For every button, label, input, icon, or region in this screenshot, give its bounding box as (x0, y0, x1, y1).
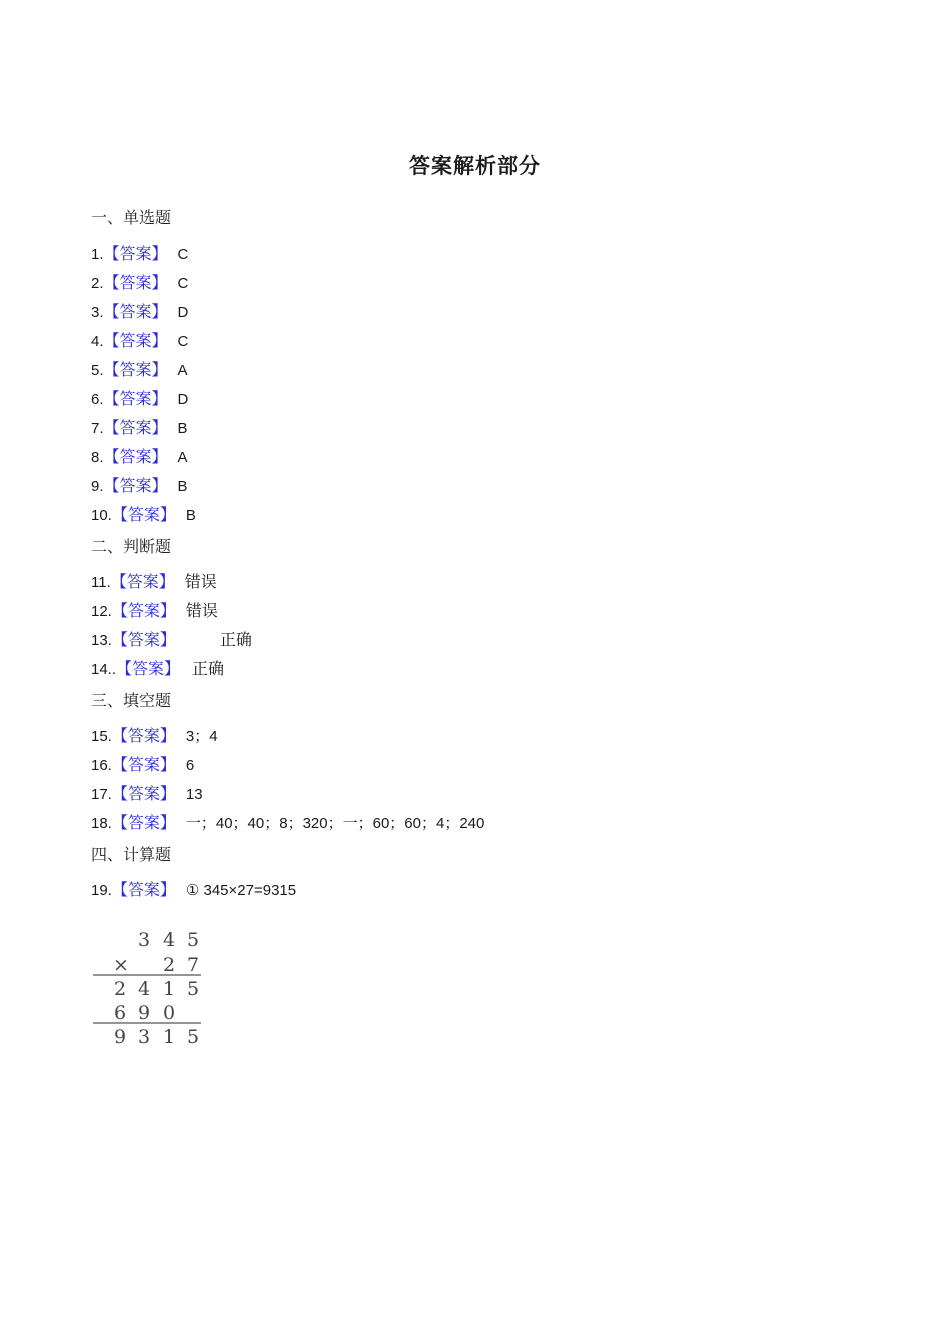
answer-tag: 【答案】 (103, 389, 168, 408)
answer-line (91, 359, 188, 381)
answer-value: 正确 (219, 630, 252, 649)
question-number: 2. (91, 275, 104, 292)
calc-digit: 9 (113, 1026, 127, 1048)
vertical-multiplication-figure (93, 926, 203, 1050)
question-number: 15. (91, 728, 112, 745)
question-number: 3. (91, 304, 104, 321)
calc-digit: 2 (162, 954, 176, 976)
answer-tag: 【答案】 (110, 572, 175, 591)
calc-digit: 1 (162, 1026, 176, 1048)
answer-tag: 【答案】 (103, 331, 168, 350)
answer-line (91, 475, 188, 497)
question-number: 12. (91, 603, 112, 620)
question-number: 10. (91, 507, 112, 524)
answer-value: 13 (185, 786, 203, 803)
answer-line (91, 417, 188, 439)
calc-digit: 0 (162, 1002, 176, 1024)
calc-digit: 3 (137, 1026, 151, 1048)
answer-line (91, 272, 188, 294)
answer-line (91, 571, 217, 593)
question-number: 8. (91, 449, 104, 466)
question-number: 6. (91, 391, 104, 408)
answer-tag: 【答案】 (103, 302, 168, 321)
answer-value: D (177, 304, 189, 321)
question-number: 9. (91, 478, 104, 495)
calc-digit: 5 (186, 1026, 200, 1048)
section-heading: 三、填空题 (91, 691, 172, 710)
calc-digit: 4 (162, 929, 176, 951)
answer-tag: 【答案】 (116, 659, 181, 678)
answer-line (91, 330, 188, 352)
answer-line (91, 301, 188, 323)
answer-value: 错误 (184, 572, 217, 591)
answer-value: 一；40；40；8；320；一；60；60；4；240 (185, 815, 485, 832)
question-number: 18. (91, 815, 112, 832)
answer-value: A (177, 449, 188, 466)
answer-value: C (177, 333, 189, 350)
answer-tag: 【答案】 (103, 273, 168, 292)
answer-line (91, 725, 218, 747)
answer-value: B (177, 478, 188, 495)
answer-line (91, 388, 188, 410)
question-number: 16. (91, 757, 112, 774)
answer-tag: 【答案】 (111, 505, 176, 524)
page-title: 答案解析部分 (409, 154, 541, 178)
answer-value: 3；4 (185, 728, 218, 745)
answer-line (91, 879, 296, 901)
answer-value: B (185, 507, 196, 524)
calc-digit: 9 (137, 1002, 151, 1024)
question-number: 19. (91, 882, 112, 899)
answer-value: 错误 (185, 601, 218, 620)
question-number: 14.. (91, 661, 117, 678)
answer-tag: 【答案】 (103, 360, 168, 379)
answer-line (91, 446, 188, 468)
answer-line (91, 754, 194, 776)
calc-digit: 1 (162, 978, 176, 1000)
answer-value: C (177, 246, 189, 263)
calc-digit: 5 (186, 978, 200, 1000)
section-heading: 二、判断题 (91, 537, 172, 556)
section-heading: 四、计算题 (91, 845, 172, 864)
answer-value: C (177, 275, 189, 292)
answer-value: A (177, 362, 188, 379)
answer-tag: 【答案】 (103, 244, 168, 263)
question-number: 1. (91, 246, 104, 263)
question-number: 11. (91, 574, 111, 591)
answer-line (91, 243, 188, 265)
question-number: 7. (91, 420, 104, 437)
question-number: 5. (91, 362, 104, 379)
answer-tag: 【答案】 (111, 755, 176, 774)
answer-tag: 【答案】 (111, 784, 176, 803)
calc-digit: 3 (137, 929, 151, 951)
answer-tag: 【答案】 (111, 880, 176, 899)
answer-line (91, 600, 218, 622)
answer-value: 正确 (192, 659, 225, 678)
answer-line (91, 812, 484, 834)
answer-tag: 【答案】 (111, 630, 176, 649)
answer-tag: 【答案】 (103, 418, 168, 437)
question-number: 17. (91, 786, 112, 803)
answer-line (91, 504, 196, 526)
answer-tag: 【答案】 (103, 476, 168, 495)
answer-value: ① 345×27=9315 (185, 882, 297, 899)
section-heading: 一、单选题 (91, 208, 172, 227)
calc-digit: 4 (137, 978, 151, 1000)
answer-tag: 【答案】 (111, 601, 176, 620)
calc-digit: 7 (186, 954, 200, 976)
answer-value: 6 (185, 757, 195, 774)
question-number: 4. (91, 333, 104, 350)
answer-line (91, 658, 224, 680)
calc-digit: 5 (186, 929, 200, 951)
answer-tag: 【答案】 (111, 726, 176, 745)
answer-line (91, 629, 252, 651)
calc-digit: 6 (113, 1002, 127, 1024)
question-number: 13. (91, 632, 112, 649)
calc-digit: 2 (113, 978, 127, 1000)
answer-value: B (177, 420, 188, 437)
times-sign: × (113, 954, 129, 976)
answer-value: D (177, 391, 189, 408)
vertical-multiplication (93, 926, 203, 1050)
answer-line (91, 783, 203, 805)
answer-tag: 【答案】 (111, 813, 176, 832)
answer-tag: 【答案】 (103, 447, 168, 466)
